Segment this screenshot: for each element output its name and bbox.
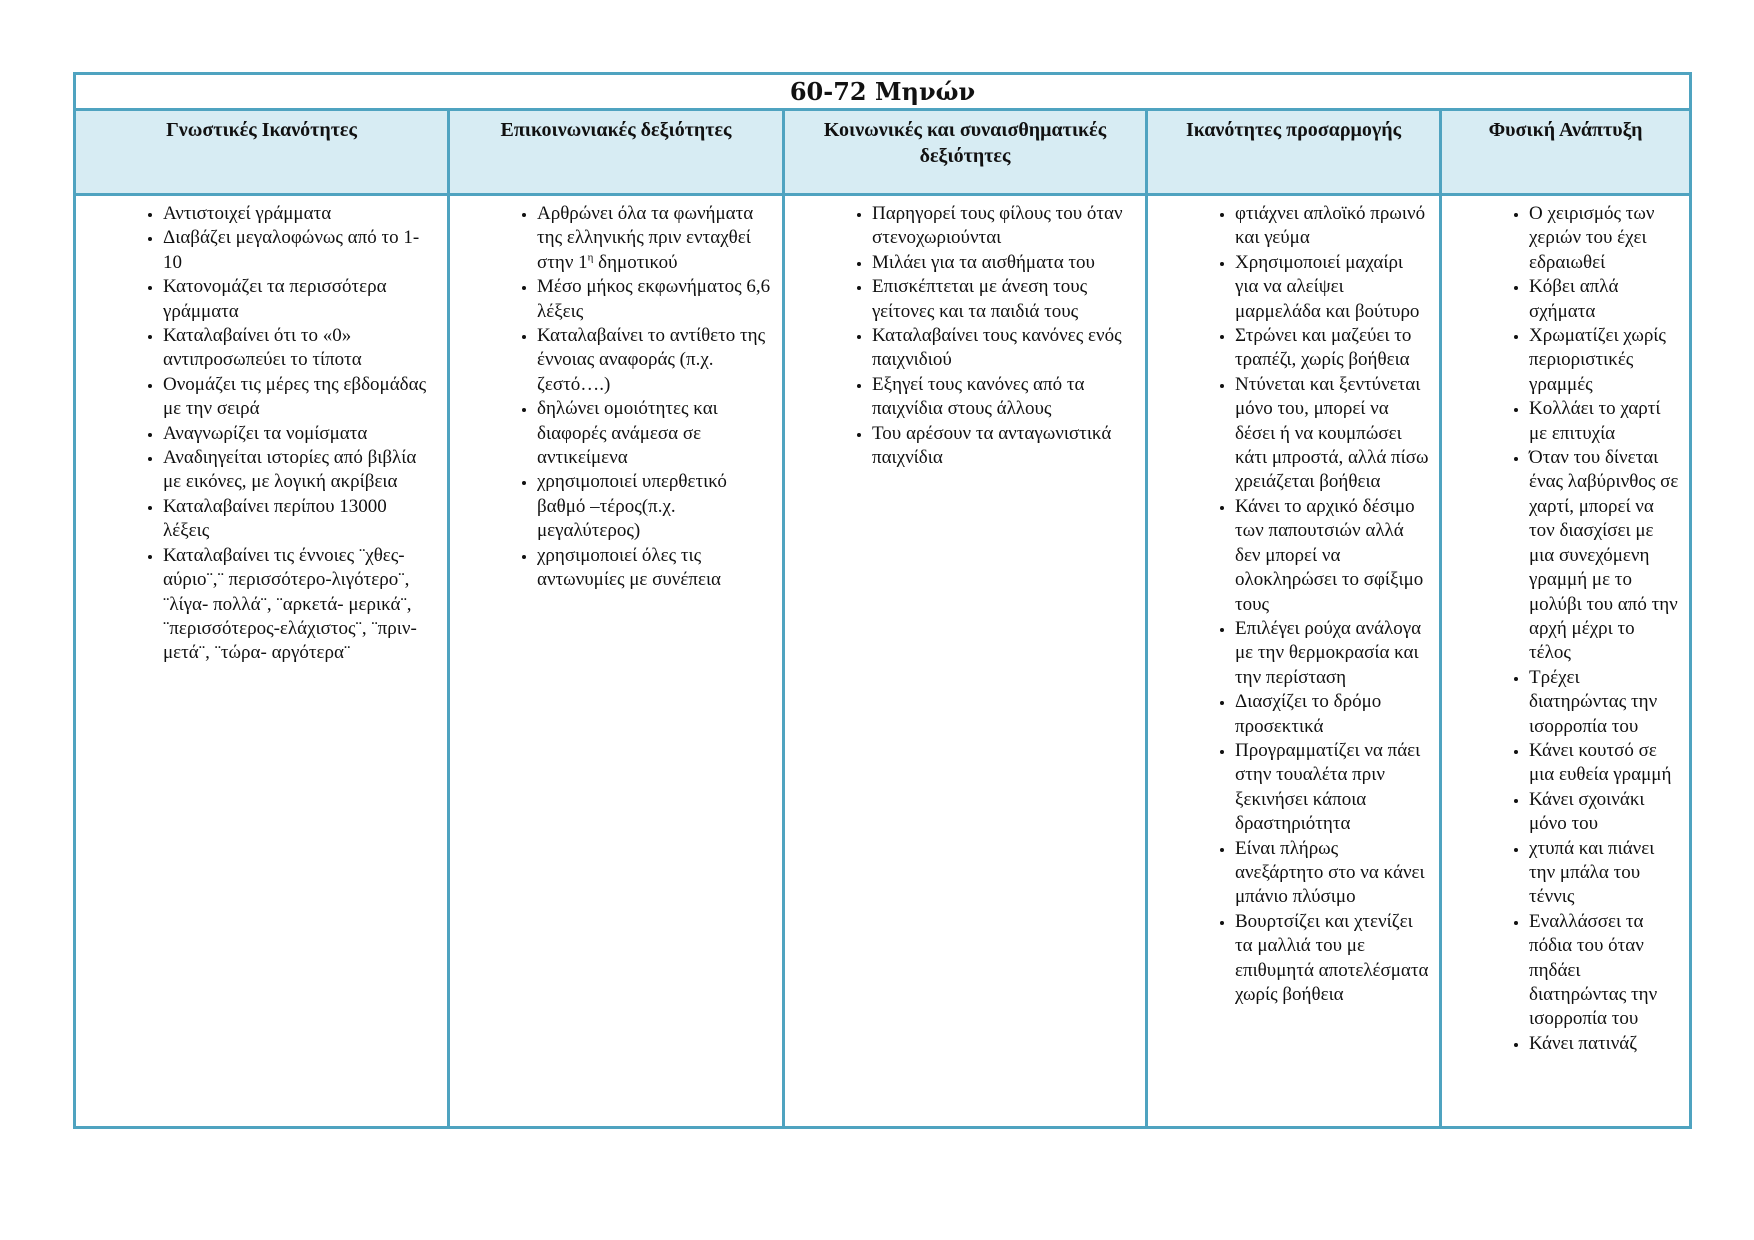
cognitive-cell [75,195,449,1128]
adaptive-list [1148,202,1439,1007]
list-item: • φτιάχνει απλοϊκό πρωινό και γεύμα [1235,202,1429,251]
list-item-tail: δημοτικού [593,251,678,273]
physical-cell [1441,195,1691,1128]
communication-cell [449,195,784,1128]
list-item: • Διαβάζει μεγαλοφώνως από το 1-10 [163,226,437,275]
cognitive-list [76,202,447,666]
list-item: • Του αρέσουν τα ανταγωνιστικά παιχνίδια [872,422,1135,471]
list-item: • Κάνει κουτσό σε μια ευθεία γραμμή [1529,739,1679,788]
table-title: 60-72 Μηνών [75,74,1691,110]
list-item: • Προγραμματίζει να πάει στην τουαλέτα πριν ξεκινήσει κάποια δραστηριότητα [1235,739,1429,837]
list-item: • δηλώνει ομοιότητες και διαφορές ανάμεσα σε αντικείμενα [537,397,772,470]
list-item: • Αντιστοιχεί γράμματα [163,202,437,226]
list-item: • Καταλαβαίνει ότι το «0» αντιπροσωπεύει το τίποτα [163,324,437,373]
header-row [75,110,1691,195]
development-table [73,72,1692,1129]
list-item: • χρησιμοποιεί υπερθετικό βαθμό –τέρος(π.χ. μεγαλύτερος) [537,470,772,543]
header-adaptive: Ικανότητες προσαρμογής [1147,110,1441,195]
list-item: • Καταλαβαίνει τους κανόνες ενός παιχνιδιού [872,324,1135,373]
list-item: • Ονομάζει τις μέρες της εβδομάδας με την σειρά [163,373,437,422]
list-item: • Αναδιηγείται ιστορίες από βιβλία με εικόνες, με λογική ακρίβεια [163,446,437,495]
list-item: • Χρησιμοποιεί μαχαίρι για να αλείψει μαρμελάδα και βούτυρο [1235,251,1429,324]
list-item: • Μέσο μήκος εκφωνήματος 6,6 λέξεις [537,275,772,324]
list-item [537,202,772,275]
list-item: • Ντύνεται και ξεντύνεται μόνο του, μπορεί να δέσει ή να κουμπώσει κάτι μπροστά, αλλά πίσω χρειάζεται βοήθεια [1235,373,1429,495]
list-item: • Ο χειρισμός των χεριών του έχει εδραιωθεί [1529,202,1679,275]
list-item: • Διασχίζει το δρόμο προσεκτικά [1235,690,1429,739]
ordinal-superscript: η [587,251,594,264]
header-social-emotional: Κοινωνικές και συναισθηματικές δεξιότητες [784,110,1147,195]
header-physical: Φυσική Ανάπτυξη [1441,110,1691,195]
header-cognitive: Γνωστικές Ικανότητες [75,110,449,195]
header-communication: Επικοινωνιακές δεξιότητες [449,110,784,195]
social-emotional-list [785,202,1145,470]
list-item: • Καταλαβαίνει περίπου 13000 λέξεις [163,495,437,544]
list-item: • Παρηγορεί τους φίλους του όταν στενοχωριούνται [872,202,1135,251]
list-item: • Επισκέπτεται με άνεση τους γείτονες και τα παιδιά τους [872,275,1135,324]
list-item: • Κολλάει το χαρτί με επιτυχία [1529,397,1679,446]
adaptive-cell [1147,195,1441,1128]
list-item: • Εξηγεί τους κανόνες από τα παιχνίδια στους άλλους [872,373,1135,422]
list-item: • Μιλάει για τα αισθήματα του [872,251,1135,275]
list-item: • Επιλέγει ρούχα ανάλογα με την θερμοκρασία και την περίσταση [1235,617,1429,690]
social-emotional-cell [784,195,1147,1128]
list-item: • Κάνει το αρχικό δέσιμο των παπουτσιών αλλά δεν μπορεί να ολοκληρώσει το σφίξιμο τους [1235,495,1429,617]
list-item: • Κόβει απλά σχήματα [1529,275,1679,324]
list-item: • χτυπά και πιάνει την μπάλα του τέννις [1529,837,1679,910]
communication-list [450,202,782,593]
list-item: • Βουρτσίζει και χτενίζει τα μαλλιά του με επιθυμητά αποτελέσματα χωρίς βοήθεια [1235,910,1429,1008]
list-item: • Κατονομάζει τα περισσότερα γράμματα [163,275,437,324]
list-item: • Όταν του δίνεται ένας λαβύρινθος σε χαρτί, μπορεί να τον διασχίσει με μια συνεχόμενη γραμμή με το μολύβι του από την αρχή μέχρι το τέλος [1529,446,1679,666]
list-item: • Στρώνει και μαζεύει το τραπέζι, χωρίς βοήθεια [1235,324,1429,373]
list-item: • Κάνει σχοινάκι μόνο του [1529,788,1679,837]
list-item: • Εναλλάσσει τα πόδια του όταν πηδάει διατηρώντας την ισορροπία του [1529,910,1679,1032]
list-item: • Αναγνωρίζει τα νομίσματα [163,422,437,446]
list-item: • Κάνει πατινάζ [1529,1032,1679,1056]
list-item: • Είναι πλήρως ανεξάρτητο στο να κάνει μπάνιο πλύσιμο [1235,837,1429,910]
body-row [75,195,1691,1128]
list-item: • Χρωματίζει χωρίς περιοριστικές γραμμές [1529,324,1679,397]
physical-list [1442,202,1689,1056]
list-item-text: Αρθρώνει όλα τα φωνήματα της ελληνικής πριν ενταχθεί στην 1 [537,203,754,273]
list-item: • Καταλαβαίνει το αντίθετο της έννοιας αναφοράς (π.χ. ζεστό….) [537,324,772,397]
list-item: • Καταλαβαίνει τις έννοιες ¨χθες-αύριο¨,¨ περισσότερο-λιγότερο¨, ¨λίγα- πολλά¨, ¨αρκετά- μερικά¨, ¨περισσότερος-ελάχιστος¨, ¨πριν-μετά¨, ¨τώρα- αργότερα¨ [163,544,437,666]
title-row [75,74,1691,110]
list-item: • χρησιμοποιεί όλες τις αντωνυμίες με συνέπεια [537,544,772,593]
list-item: • Τρέχει διατηρώντας την ισορροπία του [1529,666,1679,739]
